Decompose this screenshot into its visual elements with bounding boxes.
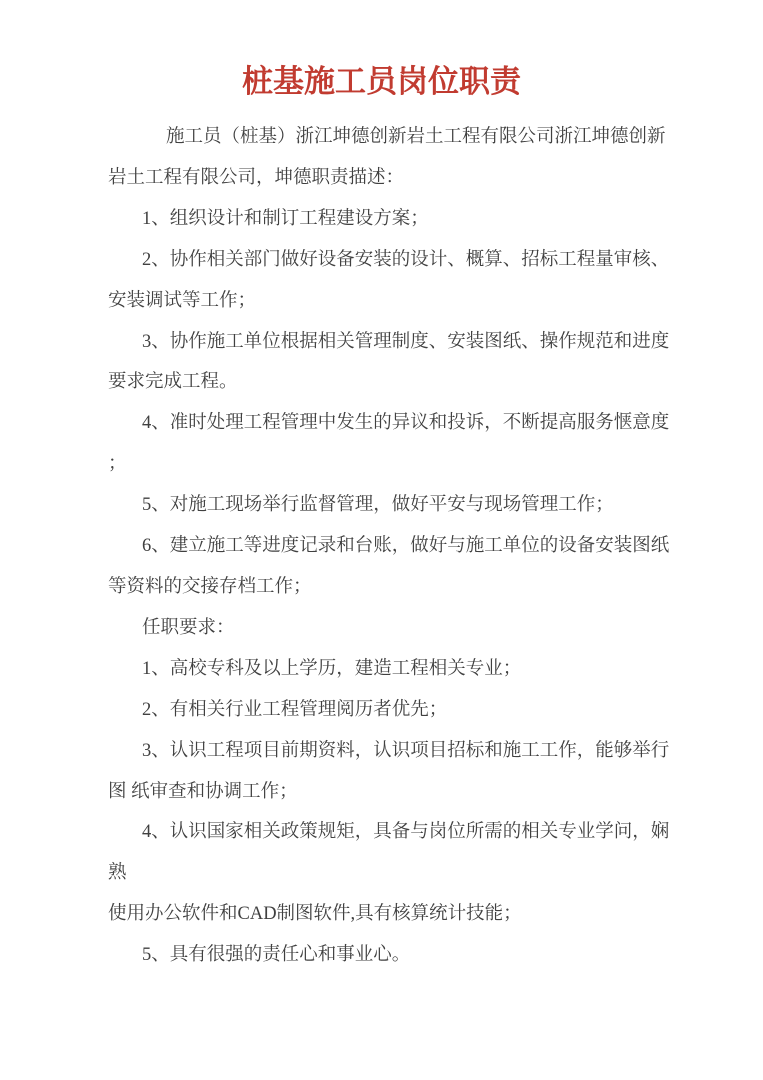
doc-line: 4、准时处理工程管理中发生的异议和投诉，不断提高服务惬意度 <box>142 413 670 434</box>
doc-line: 使用办公软件和CAD制图软件,具有核算统计技能； <box>108 904 522 925</box>
doc-line: ； <box>108 454 127 475</box>
doc-line: 3、协作施工单位根据相关管理制度、安装图纸、操作规范和进度 <box>142 331 670 352</box>
doc-line: 5、具有很强的责任心和事业心。 <box>142 945 411 966</box>
doc-line: 任职要求： <box>142 617 235 638</box>
document-title: 桩基施工员岗位职责 <box>242 64 521 99</box>
doc-line: 熟 <box>108 863 127 884</box>
doc-line: 施工员（桩基）浙江坤德创新岩土工程有限公司浙江坤德创新 <box>166 127 666 147</box>
requirement-item <box>108 812 703 935</box>
doc-line: 安装调试等工作； <box>108 290 257 311</box>
doc-line: 岩土工程有限公司，坤德职责描述： <box>108 167 405 188</box>
doc-line: 2、有相关行业工程管理阅历者优先； <box>142 699 448 720</box>
doc-line: 2、协作相关部门做好设备安装的设计、概算、招标工程量审核、 <box>142 249 670 270</box>
requirement-item <box>108 731 703 813</box>
duty-item <box>108 240 703 322</box>
duty-item <box>108 322 703 404</box>
duty-item <box>108 199 703 240</box>
intro-paragraph <box>108 117 703 199</box>
doc-line: 等资料的交接存档工作； <box>108 576 312 597</box>
requirement-item <box>108 935 703 976</box>
doc-line: 要求完成工程。 <box>108 372 238 393</box>
doc-line: 4、认识国家相关政策规矩，具备与岗位所需的相关专业学问，娴 <box>142 822 670 843</box>
doc-line: 5、对施工现场举行监督管理，做好平安与现场管理工作； <box>142 495 614 516</box>
requirements-header <box>108 608 703 649</box>
requirement-item <box>108 690 703 731</box>
doc-line: 1、高校专科及以上学历，建造工程相关专业； <box>142 658 522 679</box>
document-body <box>108 117 703 976</box>
doc-line: 6、建立施工等进度记录和台账，做好与施工单位的设备安装图纸 <box>142 536 670 557</box>
duty-item <box>108 526 703 608</box>
duty-item <box>108 403 703 485</box>
doc-line: 1、组织设计和制订工程建设方案； <box>142 208 429 229</box>
duty-item <box>108 485 703 526</box>
doc-line: 图 纸审查和协调工作； <box>108 781 298 802</box>
doc-line: 3、认识工程项目前期资料，认识项目招标和施工工作，能够举行 <box>142 740 670 761</box>
requirement-item <box>108 649 703 690</box>
